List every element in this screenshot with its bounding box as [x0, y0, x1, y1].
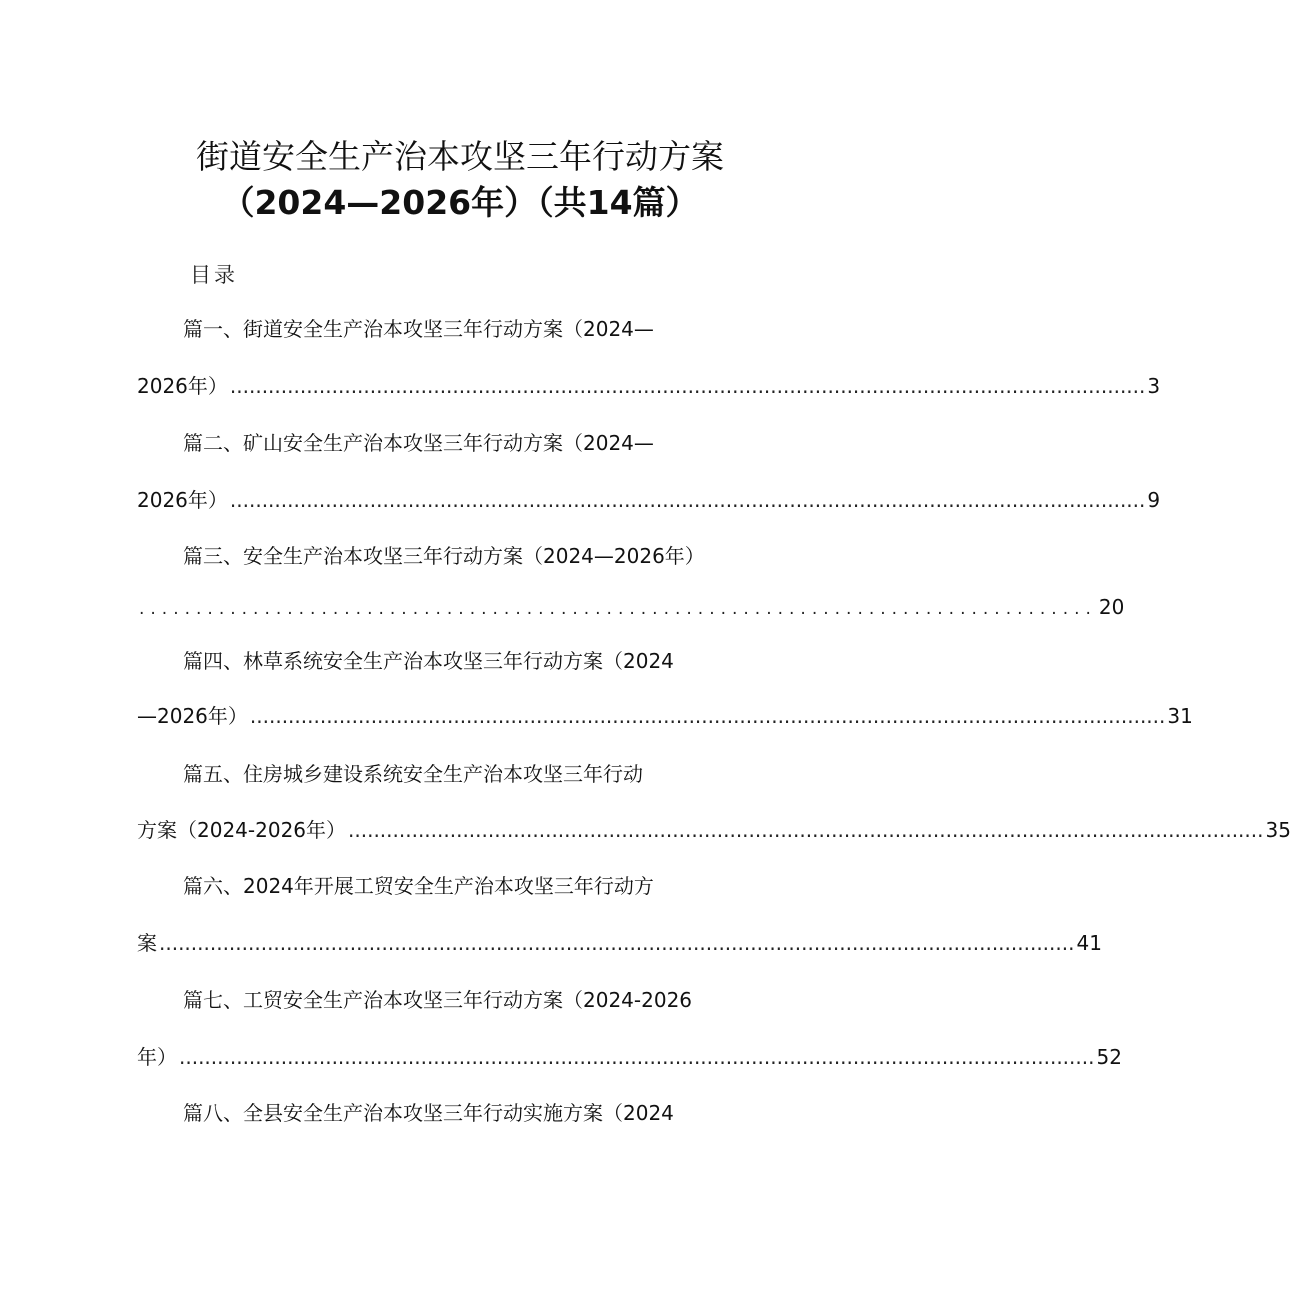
document-title-line-2: （2024—2026年）（共14篇）: [221, 183, 699, 222]
toc-entry-4-title[interactable]: 篇四、林草系统安全生产治本攻坚三年行动方案（2024: [183, 649, 674, 673]
toc-dot-leader: ................................................................................................................................................: [348, 818, 1264, 842]
toc-entry-5-continuation[interactable]: [137, 816, 1291, 844]
toc-dot-leader: ................................................................................................................................................: [229, 488, 1146, 512]
toc-entry-6-title[interactable]: 篇六、2024年开展工贸安全生产治本攻坚三年行动方: [183, 874, 654, 898]
toc-entry-6-page: 41: [1076, 931, 1102, 955]
toc-entry-6-continuation[interactable]: [137, 929, 1102, 957]
toc-entry-3-page: 20: [1098, 595, 1125, 619]
toc-entry-7-title[interactable]: 篇七、工贸安全生产治本攻坚三年行动方案（2024-2026: [183, 988, 693, 1012]
toc-entry-1-page: 3: [1147, 374, 1161, 398]
toc-entry-7-title-rest: 年）: [137, 1045, 177, 1069]
toc-entry-6-title-rest: 案: [137, 931, 157, 955]
toc-dot-leader: ................................................................................................................................................: [249, 704, 1166, 728]
toc-entry-2-title[interactable]: 篇二、矿山安全生产治本攻坚三年行动方案（2024—: [183, 431, 654, 455]
toc-entry-1-title-rest: 2026年）: [137, 374, 228, 398]
toc-entry-5-title[interactable]: 篇五、住房城乡建设系统安全生产治本攻坚三年行动: [183, 762, 643, 786]
toc-entry-3-title[interactable]: 篇三、安全生产治本攻坚三年行动方案（2024—2026年）: [183, 544, 705, 568]
toc-entry-8-title[interactable]: 篇八、全县安全生产治本攻坚三年行动实施方案（2024: [183, 1101, 674, 1125]
toc-entry-5-title-rest: 方案（2024-2026年）: [137, 818, 347, 842]
toc-dot-leader: ....................................................................................: [139, 599, 1097, 619]
document-title-line-1: 街道安全生产治本攻坚三年行动方案: [196, 137, 724, 176]
toc-dot-leader: ................................................................................................................................................: [229, 374, 1146, 398]
toc-dot-leader: ................................................................................................................................................: [179, 1045, 1095, 1069]
toc-entry-4-continuation[interactable]: [137, 702, 1193, 730]
toc-entry-4-title-rest: —2026年）: [137, 704, 248, 728]
toc-entry-4-page: 31: [1167, 704, 1193, 728]
toc-entry-3-continuation[interactable]: [137, 593, 1125, 623]
toc-entry-2-title-rest: 2026年）: [137, 488, 228, 512]
toc-entry-2-page: 9: [1147, 488, 1161, 512]
toc-entry-2-continuation[interactable]: [137, 486, 1161, 514]
toc-dot-leader: ................................................................................................................................................: [159, 931, 1075, 955]
toc-entry-7-page: 52: [1096, 1045, 1122, 1069]
toc-heading: 目录: [190, 263, 238, 287]
toc-entry-1-continuation[interactable]: [137, 372, 1161, 400]
toc-entry-5-page: 35: [1265, 818, 1291, 842]
toc-entry-1-title[interactable]: 篇一、街道安全生产治本攻坚三年行动方案（2024—: [183, 317, 654, 341]
toc-entry-7-continuation[interactable]: [137, 1043, 1122, 1071]
